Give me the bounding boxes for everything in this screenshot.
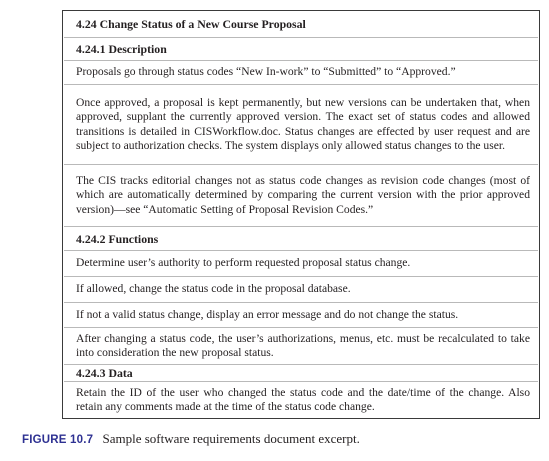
- functions-item-2: If allowed, change the status code in the proposal database.: [64, 277, 538, 303]
- figure-caption-text: Sample software requirements document excerpt.: [102, 431, 360, 446]
- functions-item-4: After changing a status code, the user’s authorizations, menus, etc. must be recalculated to take into consideration the new proposal status.: [64, 328, 538, 365]
- description-heading: 4.24.1 Description: [76, 42, 167, 56]
- data-heading: 4.24.3 Data: [76, 366, 133, 380]
- figure-caption-label: FIGURE 10.7: [22, 434, 94, 446]
- description-heading-row: [64, 38, 538, 61]
- functions-item-3: If not a valid status change, display an error message and do not change the status.: [64, 303, 538, 328]
- section-title-row: [64, 11, 538, 38]
- data-heading-row: [64, 365, 538, 382]
- data-paragraph-1: Retain the ID of the user who changed the status code and the date/time of the change. Also retain any comments made at the time of the status code change.: [76, 385, 530, 413]
- functions-item-1: Determine user’s authority to perform requested proposal status change.: [64, 251, 538, 277]
- description-paragraph-2: Once approved, a proposal is kept permanently, but new versions can be undertaken that, when approved, supplant the currently approved version. The exact set of status codes and allowed transitions is detailed in CISWorkflow.doc. Status changes are effected by user request and are subject to authorization checks. The system displays only allowed status changes to the user.: [64, 85, 538, 165]
- description-paragraph-1: Proposals go through status codes “New In-work” to “Submitted” to “Approved.”: [64, 61, 538, 85]
- figure-caption: [22, 431, 360, 448]
- functions-heading-row: [64, 227, 538, 251]
- section-title: 4.24 Change Status of a New Course Proposal: [76, 17, 306, 31]
- description-paragraph-3: The CIS tracks editorial changes not as status code changes as revision code changes (most of which are automatically determined by comparing the current version with the prior approved version)—see “Automatic Setting of Proposal Revision Codes.”: [64, 165, 538, 227]
- requirements-excerpt-box: [62, 10, 540, 419]
- functions-heading: 4.24.2 Functions: [76, 231, 159, 246]
